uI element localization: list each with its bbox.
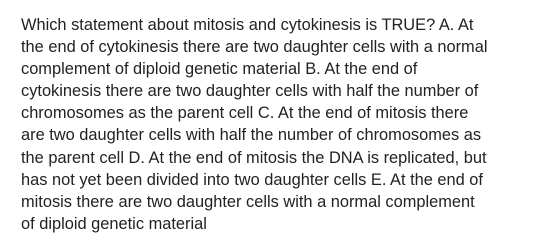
question-line: complement of diploid genetic material B. At the end of (21, 60, 418, 79)
question-line: chromosomes as the parent cell C. At the end of mitosis there (21, 104, 469, 123)
question-line: the parent cell D. At the end of mitosis the DNA is replicated, but (21, 148, 487, 167)
question-line: Which statement about mitosis and cytokinesis is TRUE? A. At (21, 16, 474, 34)
question-line: are two daughter cells with half the number of chromosomes as (21, 126, 482, 145)
question-line: has not yet been divided into two daughter cells E. At the end of (21, 170, 483, 189)
question-line: the end of cytokinesis there are two daughter cells with a normal (21, 38, 488, 57)
question-text (21, 14, 541, 235)
question-line: cytokinesis there are two daughter cells with half the number of (21, 82, 479, 101)
question-line: of diploid genetic material (21, 214, 207, 233)
question-line: mitosis there are two daughter cells with a normal complement (21, 192, 475, 211)
